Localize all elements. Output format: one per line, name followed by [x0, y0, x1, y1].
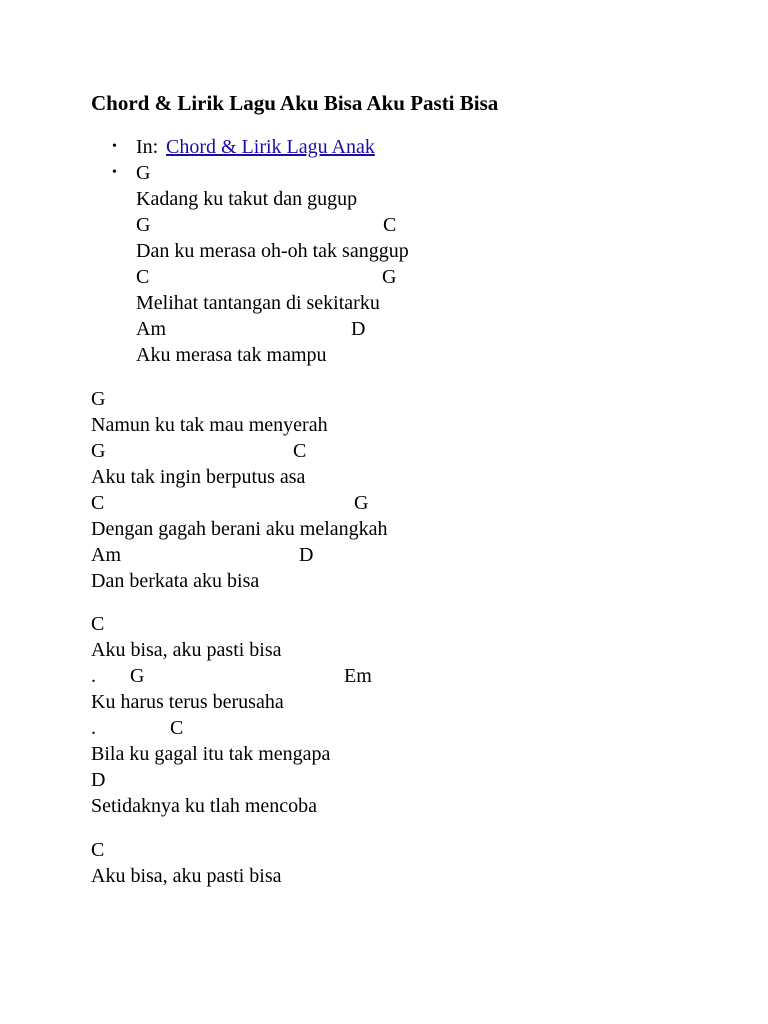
chord: C	[383, 214, 397, 236]
category-prefix: In:	[136, 136, 164, 158]
chord: G	[382, 266, 397, 288]
chord: C	[91, 613, 105, 635]
chord: G	[354, 492, 369, 514]
chord: D	[91, 769, 106, 791]
lyric-line: Aku merasa tak mampu	[136, 344, 327, 366]
chord-dot: .	[91, 665, 96, 687]
chord: G	[91, 440, 106, 462]
lyric-line: Bila ku gagal itu tak mengapa	[91, 743, 331, 765]
page-title: Chord & Lirik Lagu Aku Bisa Aku Pasti Bisa	[91, 91, 499, 115]
lyric-line: Namun ku tak mau menyerah	[91, 414, 328, 436]
chord: Em	[344, 665, 372, 687]
lyric-line: Aku tak ingin berputus asa	[91, 466, 306, 488]
lyric-line: Aku bisa, aku pasti bisa	[91, 865, 282, 887]
chord: C	[136, 266, 150, 288]
lyric-line: Dan berkata aku bisa	[91, 570, 260, 592]
chord: G	[91, 388, 106, 410]
chord: C	[91, 492, 105, 514]
lyric-line: Dan ku merasa oh-oh tak sanggup	[136, 240, 409, 262]
chord: G	[136, 162, 151, 184]
lyric-line: Melihat tantangan di sekitarku	[136, 292, 380, 314]
lyric-line: Dengan gagah berani aku melangkah	[91, 518, 388, 540]
chord: Am	[91, 544, 121, 566]
lyric-line: Aku bisa, aku pasti bisa	[91, 639, 282, 661]
bullet-dot: •	[112, 139, 117, 154]
chord: D	[351, 318, 366, 340]
lyric-line: Setidaknya ku tlah mencoba	[91, 795, 318, 817]
category-link[interactable]: Chord & Lirik Lagu Anak	[166, 136, 375, 158]
bullet-dot: •	[112, 165, 117, 180]
chord-dot: .	[91, 717, 96, 739]
chord: Am	[136, 318, 166, 340]
chord: C	[293, 440, 307, 462]
lyric-line: Kadang ku takut dan gugup	[136, 188, 358, 210]
chord: C	[91, 839, 105, 861]
chord: G	[136, 214, 151, 236]
chord: G	[130, 665, 145, 687]
chord: C	[170, 717, 184, 739]
chord: D	[299, 544, 314, 566]
lyric-line: Ku harus terus berusaha	[91, 691, 284, 713]
